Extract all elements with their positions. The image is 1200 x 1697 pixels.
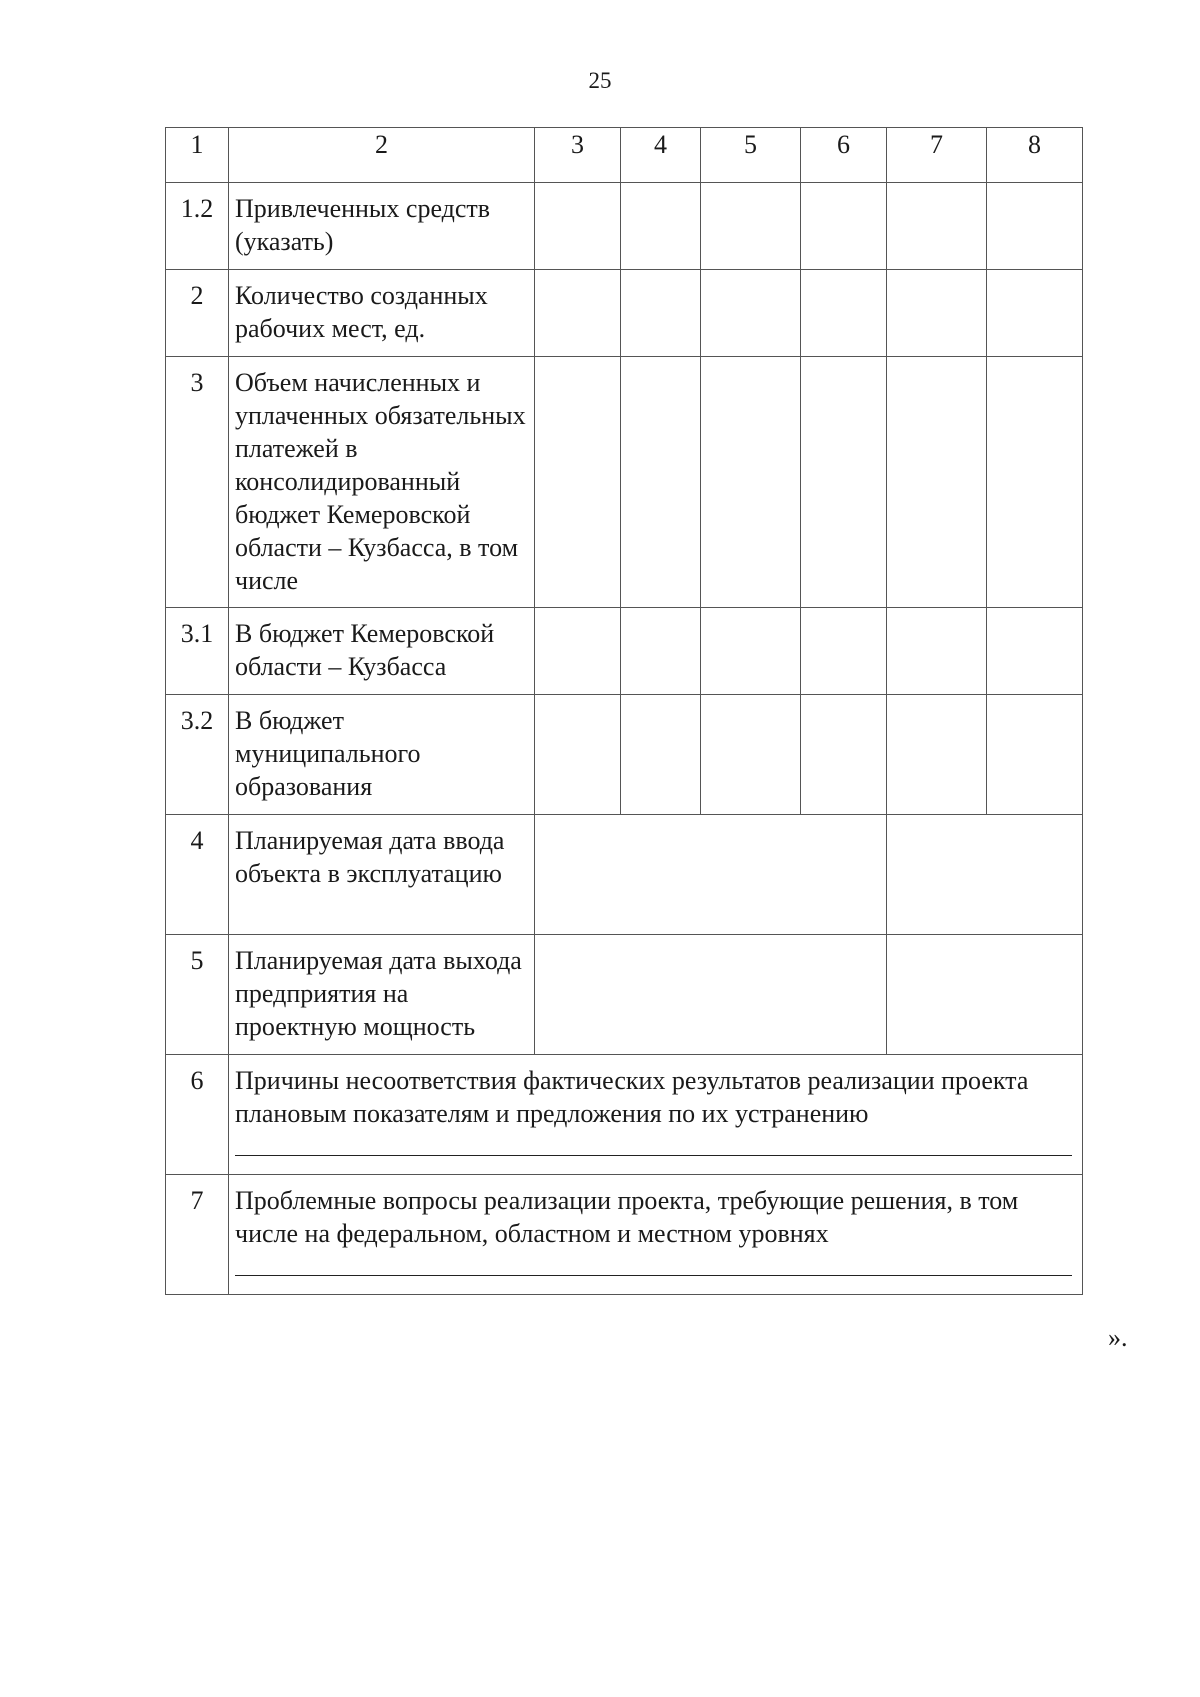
table-row bbox=[166, 608, 1083, 695]
value-cell-merged bbox=[535, 815, 887, 935]
value-cell bbox=[701, 270, 801, 357]
header-cell: 8 bbox=[987, 128, 1083, 183]
table-row bbox=[166, 357, 1083, 608]
table-row bbox=[166, 1175, 1083, 1295]
row-label: Планируемая дата ввода объекта в эксплуатацию bbox=[229, 815, 535, 935]
value-cell bbox=[801, 183, 887, 270]
fill-in-line bbox=[235, 1143, 1072, 1156]
value-cell bbox=[801, 608, 887, 695]
value-cell bbox=[801, 695, 887, 815]
wide-cell bbox=[229, 1055, 1083, 1175]
value-cell bbox=[621, 695, 701, 815]
row-number: 1.2 bbox=[166, 183, 229, 270]
row-label: В бюджет муниципального образования bbox=[229, 695, 535, 815]
value-cell bbox=[535, 270, 621, 357]
table-row bbox=[166, 1055, 1083, 1175]
row-number: 3.1 bbox=[166, 608, 229, 695]
value-cell bbox=[987, 357, 1083, 608]
value-cell bbox=[801, 357, 887, 608]
table-row bbox=[166, 183, 1083, 270]
row-number: 6 bbox=[166, 1055, 229, 1175]
row-number: 5 bbox=[166, 935, 229, 1055]
header-cell: 4 bbox=[621, 128, 701, 183]
value-cell bbox=[621, 608, 701, 695]
report-table bbox=[165, 127, 1083, 1295]
value-cell bbox=[621, 183, 701, 270]
header-cell: 1 bbox=[166, 128, 229, 183]
row-number: 2 bbox=[166, 270, 229, 357]
value-cell bbox=[987, 183, 1083, 270]
value-cell bbox=[887, 695, 987, 815]
value-cell bbox=[701, 183, 801, 270]
row-label: Причины несоответствия фактических результатов реализации проекта плановым показателям и предложения по их устранению bbox=[235, 1066, 1029, 1128]
row-number: 3.2 bbox=[166, 695, 229, 815]
table-row bbox=[166, 815, 1083, 935]
row-number: 3 bbox=[166, 357, 229, 608]
row-number: 7 bbox=[166, 1175, 229, 1295]
value-cell-merged bbox=[535, 935, 887, 1055]
value-cell bbox=[621, 357, 701, 608]
value-cell bbox=[987, 270, 1083, 357]
value-cell bbox=[701, 608, 801, 695]
header-cell: 6 bbox=[801, 128, 887, 183]
header-cell: 2 bbox=[229, 128, 535, 183]
header-cell: 7 bbox=[887, 128, 987, 183]
table-row bbox=[166, 695, 1083, 815]
table-row bbox=[166, 935, 1083, 1055]
value-cell bbox=[887, 357, 987, 608]
value-cell bbox=[535, 608, 621, 695]
header-cell: 3 bbox=[535, 128, 621, 183]
row-label: Планируемая дата выхода предприятия на проектную мощность bbox=[229, 935, 535, 1055]
value-cell bbox=[887, 608, 987, 695]
value-cell bbox=[801, 270, 887, 357]
page-number: 25 bbox=[588, 68, 612, 93]
header-row bbox=[166, 128, 1083, 183]
fill-in-line bbox=[235, 1263, 1072, 1276]
value-cell bbox=[535, 183, 621, 270]
value-cell bbox=[535, 695, 621, 815]
value-cell bbox=[987, 695, 1083, 815]
closing-quote: ». bbox=[1108, 1323, 1128, 1352]
value-cell bbox=[887, 183, 987, 270]
row-label: В бюджет Кемеровской области – Кузбасса bbox=[229, 608, 535, 695]
value-cell bbox=[987, 608, 1083, 695]
row-number: 4 bbox=[166, 815, 229, 935]
value-cell bbox=[887, 270, 987, 357]
row-label: Проблемные вопросы реализации проекта, требующие решения, в том числе на федеральном, областном и местном уровнях bbox=[235, 1186, 1019, 1248]
table-row bbox=[166, 270, 1083, 357]
header-cell: 5 bbox=[701, 128, 801, 183]
value-cell bbox=[701, 695, 801, 815]
value-cell bbox=[701, 357, 801, 608]
row-label: Объем начисленных и уплаченных обязательных платежей в консолидированный бюджет Кемеровской области – Кузбасса, в том числе bbox=[229, 357, 535, 608]
value-cell bbox=[621, 270, 701, 357]
wide-cell bbox=[229, 1175, 1083, 1295]
value-cell-merged bbox=[887, 815, 1083, 935]
value-cell-merged bbox=[887, 935, 1083, 1055]
row-label: Количество созданных рабочих мест, ед. bbox=[229, 270, 535, 357]
value-cell bbox=[535, 357, 621, 608]
row-label: Привлеченных средств (указать) bbox=[229, 183, 535, 270]
